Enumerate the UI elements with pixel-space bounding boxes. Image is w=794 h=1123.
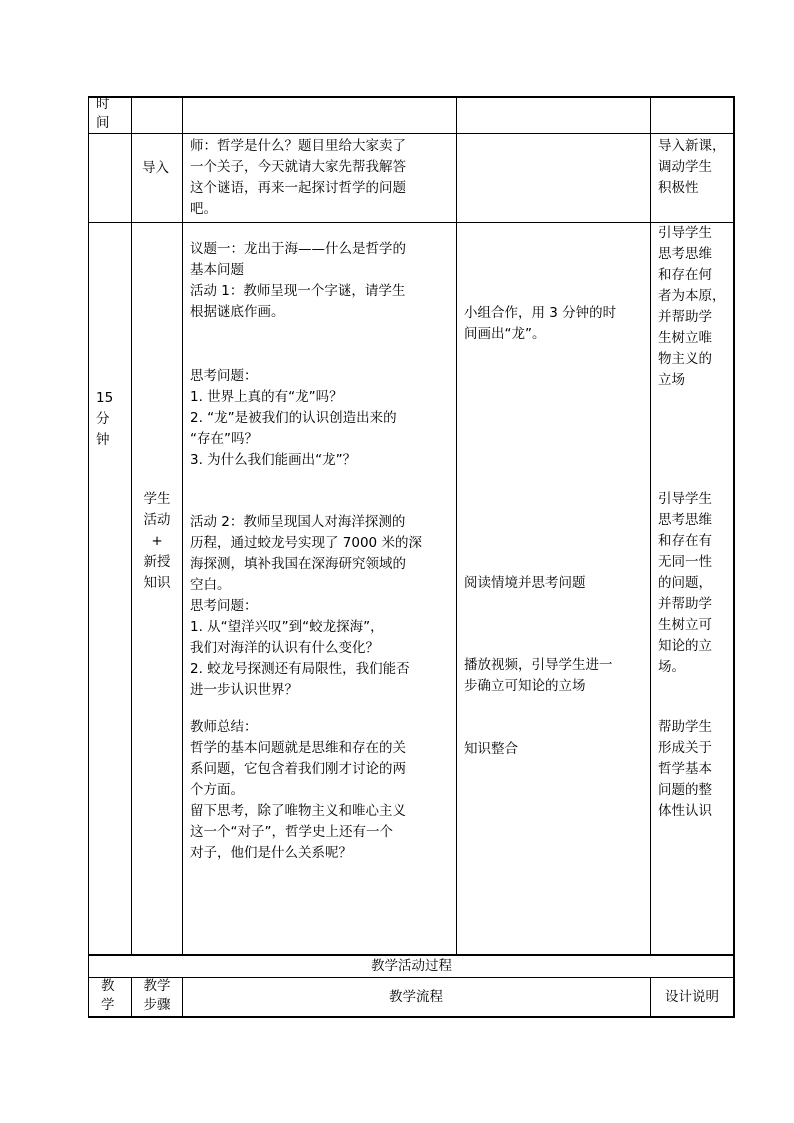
col-line-4 — [650, 96, 651, 955]
col-line-1 — [131, 96, 132, 955]
col-line-1b — [131, 977, 132, 1017]
main-design-note-1: 引导学生 思考思维 和存在何 者为本原， 并帮助学 生树立唯 物主义的 立场 — [658, 225, 726, 388]
main-student-activity-1: 小组合作，用 3 分钟的时 间画出“龙”。 — [464, 305, 617, 342]
bottom-header-design: 设计说明 — [665, 989, 719, 1005]
intro-flow-cell: 师：哲学是什么？题目里给大家卖了 一个关子，今天就请大家先帮我解答 这个谜语，再来一起探讨哲学的问题 吧。 — [190, 138, 406, 217]
main-flow-block-1: 议题一：龙出于海——什么是哲学的 基本问题 活动 1：教师呈现一个字谜，请学生 根据谜底作画。 — [190, 241, 406, 320]
bottom-header-flow: 教学流程 — [389, 989, 443, 1005]
table-border-bottom — [88, 1016, 735, 1018]
main-student-activity-2: 阅读情境并思考问题 — [464, 575, 586, 591]
table-border-right — [733, 96, 735, 1018]
main-design-note-3: 帮助学生 形成关于 哲学基本 问题的整 体性认识 — [658, 719, 712, 819]
bottom-header-col1: 教 学 — [101, 978, 115, 1013]
main-flow-block-3: 活动 2：教师呈现国人对海洋探测的 历程，通过蛟龙号实现了 7000 米的深 海探测，填补我国在深海研究领域的 空白。 思考问题： 1. 从“望洋兴叹”到“蛟龙探海”， 我们对海洋的认识有什么变化？ 2. 蛟龙号探测还有局限性，我们能否 进一步认识世界？ — [190, 514, 422, 698]
main-student-activity-3: 播放视频，引导学生进一 步确立可知论的立场 — [464, 657, 613, 694]
main-time-cell: 15 分 钟 — [96, 390, 114, 448]
row-line-4 — [88, 977, 735, 978]
col-line-3 — [456, 96, 457, 955]
row-line-1 — [88, 133, 735, 134]
main-student-activity-4: 知识整合 — [464, 741, 518, 757]
table-border-left — [88, 96, 89, 1018]
main-flow-block-2: 思考问题： 1. 世界上真的有“龙”吗？ 2. “龙”是被我们的认识创造出来的 “存在”吗？ 3. 为什么我们能画出“龙”？ — [190, 368, 397, 468]
header-time-label: 时 间 — [96, 96, 110, 131]
main-design-note-2: 引导学生 思考思维 和存在有 无同一性 的问题， 并帮助学 生树立可 知论的立 场。 — [658, 491, 712, 675]
col-line-2 — [182, 96, 183, 955]
section-title: 教学活动过程 — [371, 958, 452, 974]
intro-step-cell: 导入 — [142, 160, 169, 176]
main-flow-block-4: 教师总结： 哲学的基本问题就是思维和存在的关 系问题，它包含着我们刚才讨论的两 个方面。 留下思考，除了唯物主义和唯心主义 这一个“对子”，哲学史上还有一个 对子，他们是什么关系呢？ — [190, 719, 406, 861]
intro-design-cell: 导入新课， 调动学生 积极性 — [658, 138, 726, 196]
row-line-2 — [88, 222, 735, 223]
main-step-cell: 学生 活动 + 新授 知识 — [143, 491, 171, 591]
table-border-top — [88, 96, 735, 98]
bottom-header-steps: 教学 步骤 — [143, 978, 171, 1013]
